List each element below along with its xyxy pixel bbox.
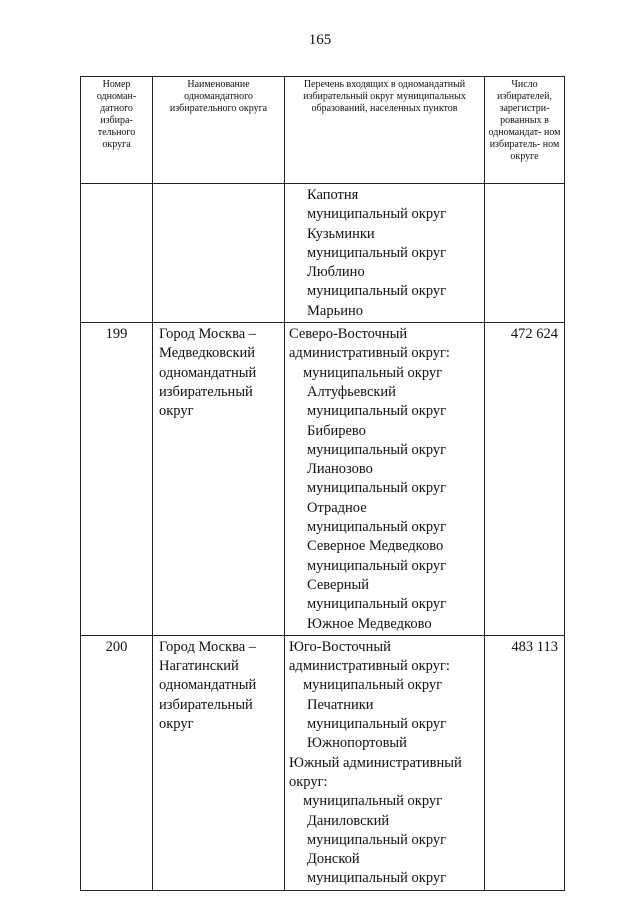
municipality-line: Отрадное (307, 499, 367, 516)
header-municipalities-list: Перечень входящих в одномандатный избирательный округ муниципальных образований, населенных пунктов (285, 77, 485, 184)
municipality-line: Южное Медведково (307, 615, 432, 632)
table-header-row (81, 77, 565, 184)
districts-table (80, 76, 565, 891)
municipality-line: муниципальный округ (307, 596, 447, 613)
municipality-line: муниципальный округ (303, 677, 443, 694)
header-voters-count: Число избирателей, зарегистри- рованных в одномандат- ном избиратель- ном округе (485, 77, 565, 184)
district-name-line: Город Москва – (159, 638, 257, 655)
continuation-list-cell (285, 184, 485, 323)
district-name (153, 323, 285, 636)
municipality-line: Даниловский (307, 812, 390, 829)
continuation-list-line: Люблино (307, 264, 365, 281)
district-name-line: избирательный (159, 383, 253, 400)
district-voters-count: 472 624 (485, 323, 565, 636)
municipality-line: муниципальный округ (307, 480, 447, 497)
municipality-line: Южнопортовый (307, 735, 407, 752)
header-district-number: Номер одноман- датного избира- тельного округа (81, 77, 153, 184)
municipality-line: муниципальный округ (303, 364, 443, 381)
continuation-number-cell (81, 184, 153, 323)
header-district-name: Наименование одномандатного избирательного округа (153, 77, 285, 184)
municipality-line: Донской (307, 851, 360, 868)
district-row (81, 635, 565, 890)
municipality-line: муниципальный округ (307, 716, 447, 733)
district-municipalities (285, 635, 485, 890)
municipality-line: муниципальный округ (307, 519, 447, 536)
municipality-line: муниципальный округ (307, 870, 447, 887)
district-municipalities (285, 323, 485, 636)
municipality-line: Алтуфьевский (307, 383, 396, 400)
municipality-line: административный округ: (289, 345, 450, 362)
district-name-line: округ (159, 716, 194, 733)
municipality-line: Бибирево (307, 422, 366, 439)
municipality-line: муниципальный округ (307, 403, 447, 420)
district-name-line: одномандатный (159, 677, 257, 694)
municipality-line: Северо-Восточный (289, 326, 408, 343)
municipality-line: Лианозово (307, 461, 373, 478)
municipality-line: муниципальный округ (307, 557, 447, 574)
district-name-line: округ (159, 403, 194, 420)
continuation-row (81, 184, 565, 323)
municipality-line: Юго-Восточный (289, 638, 391, 655)
municipality-line: муниципальный округ (307, 831, 447, 848)
municipality-line: Северное Медведково (307, 538, 444, 555)
continuation-list-line: Кузьминки (307, 225, 375, 242)
district-name-line: одномандатный (159, 364, 257, 381)
district-name-line: избирательный (159, 696, 253, 713)
municipality-line: Северный (307, 576, 369, 593)
continuation-list-line: муниципальный округ (307, 244, 447, 261)
district-name-line: Медведковский (159, 345, 256, 362)
municipality-line: муниципальный округ (303, 793, 443, 810)
district-number: 200 (81, 635, 153, 890)
municipality-line: муниципальный округ (307, 441, 447, 458)
district-name (153, 635, 285, 890)
continuation-voters-cell (485, 184, 565, 323)
municipality-line: Южный административный (289, 754, 462, 771)
continuation-name-cell (153, 184, 285, 323)
district-row (81, 323, 565, 636)
district-voters-count: 483 113 (485, 635, 565, 890)
continuation-list-line: муниципальный округ (307, 283, 447, 300)
district-name-line: Нагатинский (159, 658, 239, 675)
municipality-line: округ: (289, 773, 328, 790)
municipality-line: Печатники (307, 696, 374, 713)
page-number: 165 (308, 32, 332, 48)
continuation-list-line: муниципальный округ (307, 206, 447, 223)
district-number: 199 (81, 323, 153, 636)
municipality-line: административный округ: (289, 658, 450, 675)
continuation-list-line: Капотня (307, 187, 359, 203)
continuation-list-line: Марьино (307, 302, 363, 319)
district-name-line: Город Москва – (159, 326, 257, 343)
